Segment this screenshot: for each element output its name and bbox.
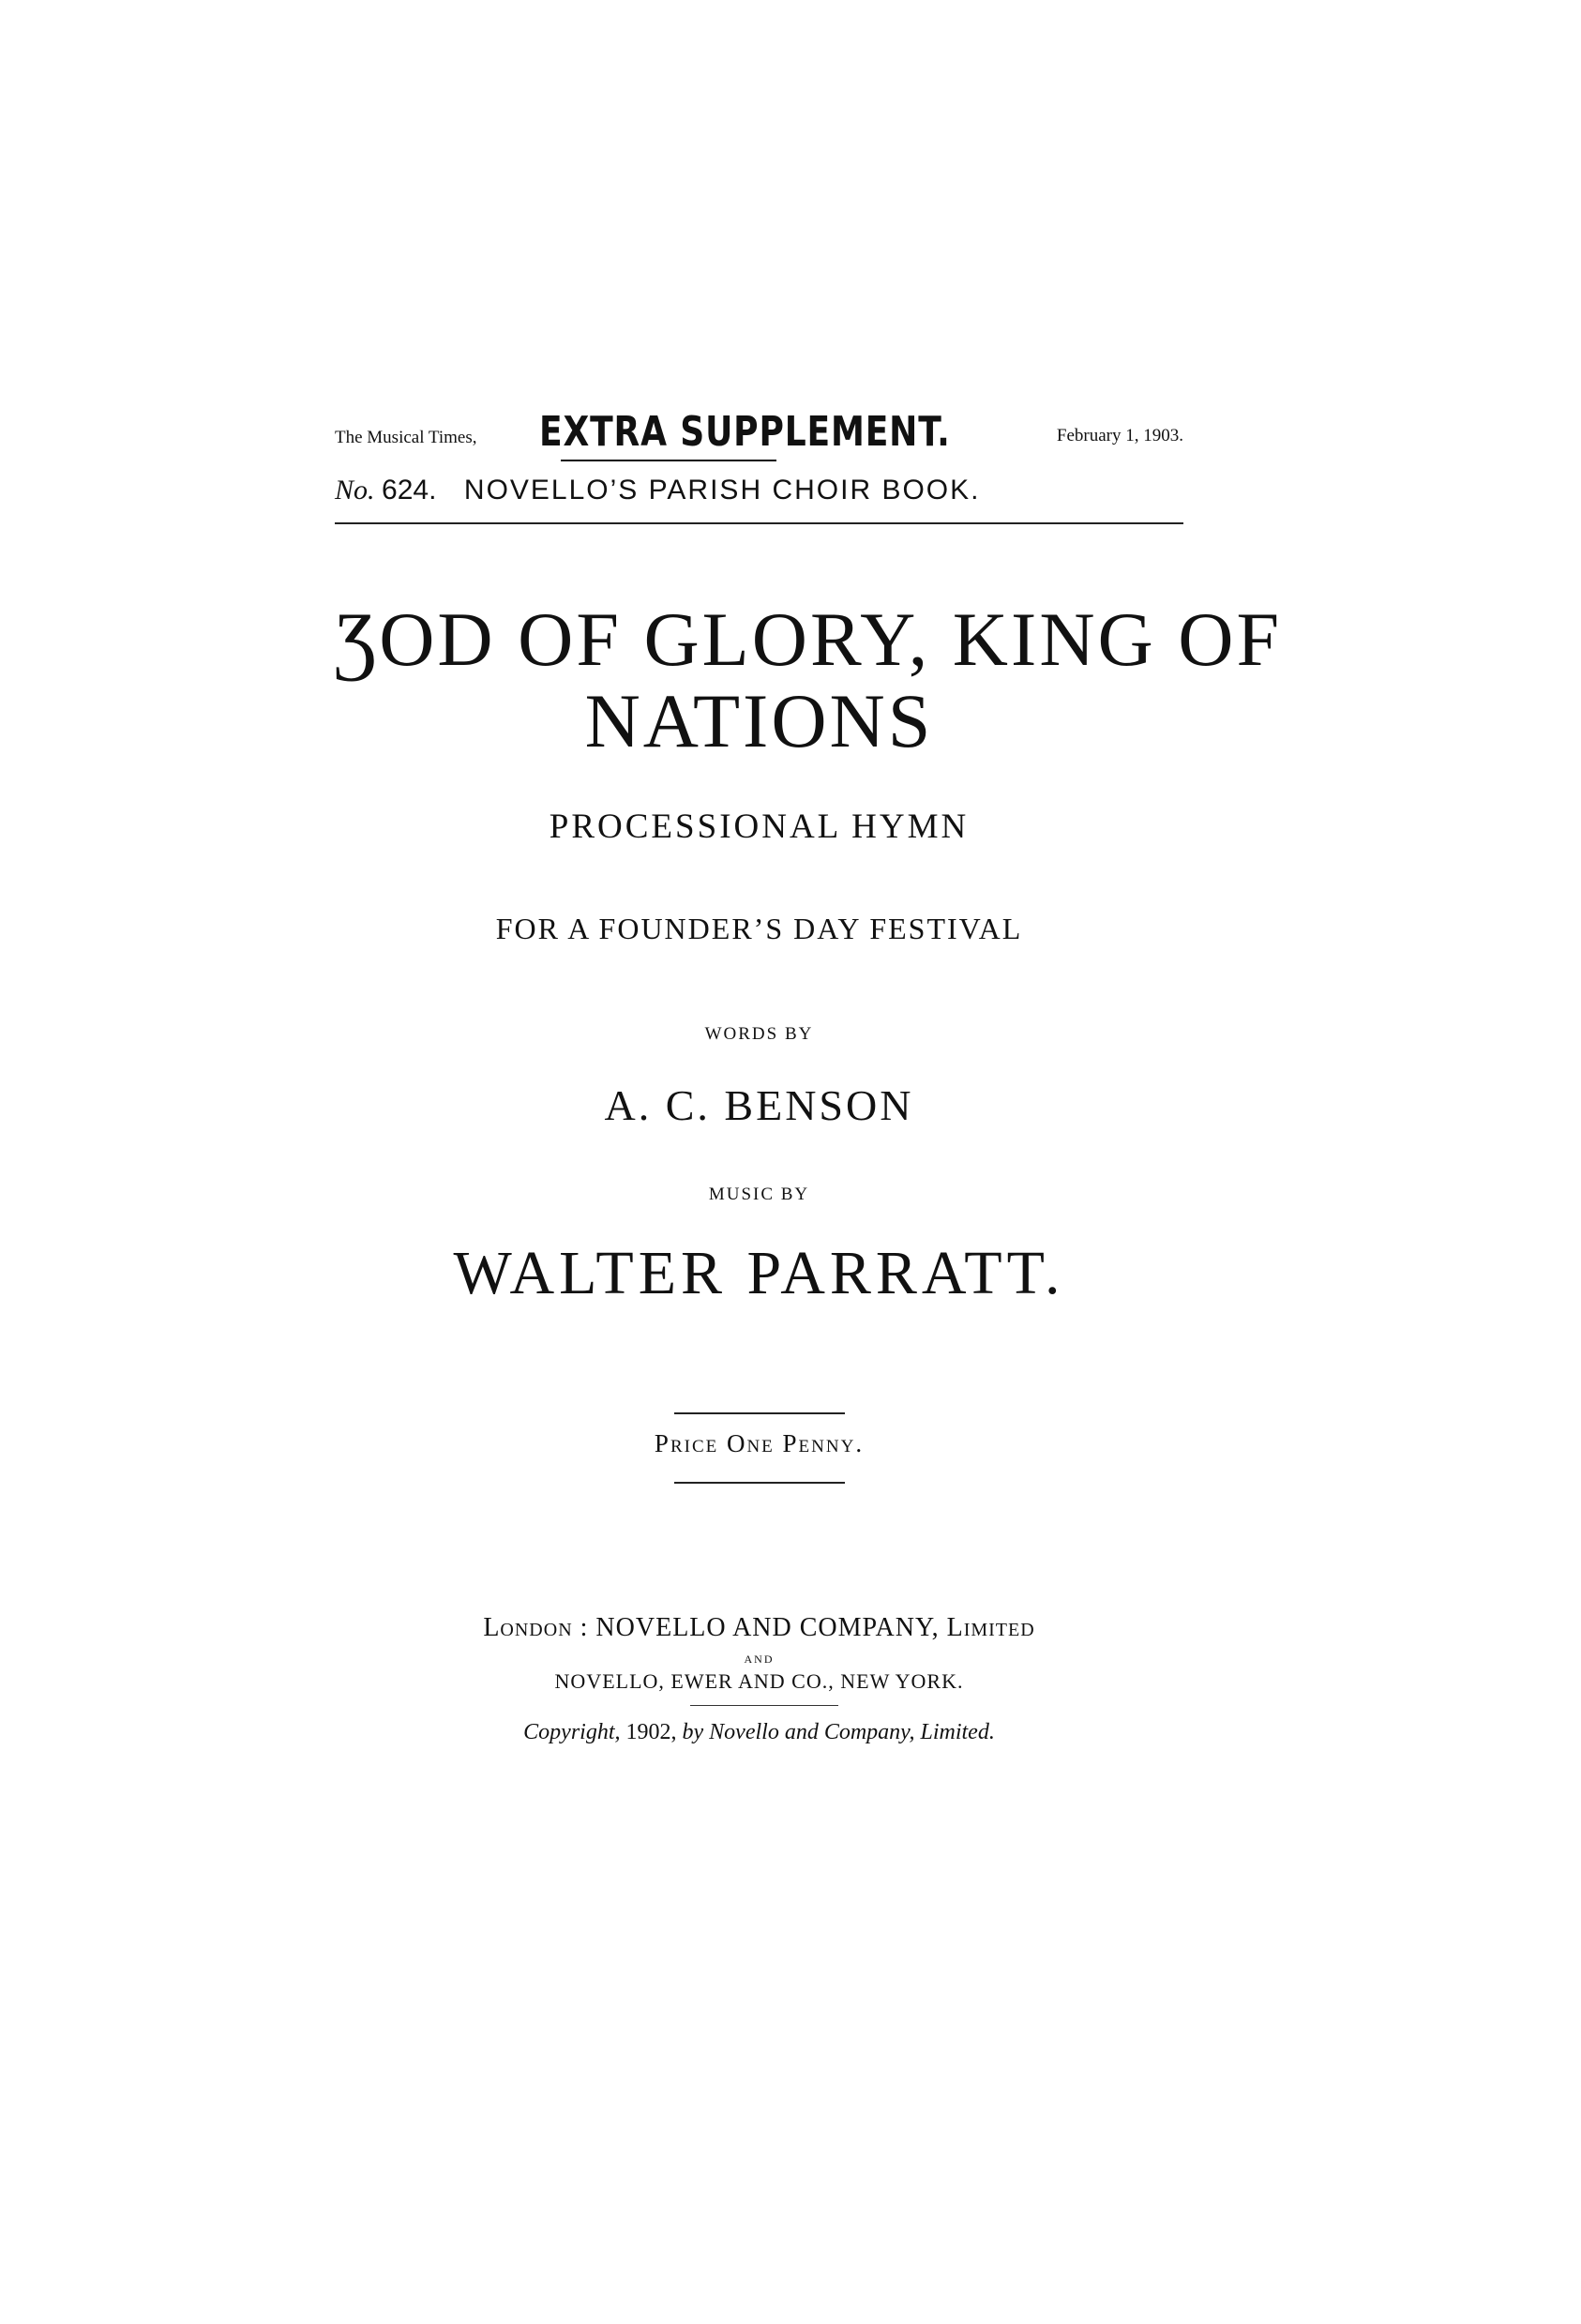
- copyright-prefix: Copyright,: [523, 1720, 621, 1744]
- hymn-subtitle: PROCESSIONAL HYMN: [549, 807, 970, 846]
- issue-date: February 1, 1903.: [1056, 426, 1183, 445]
- second-publisher: NOVELLO, EWER AND CO., NEW YORK.: [554, 1669, 964, 1693]
- composer-name: WALTER PARRATT.: [453, 1239, 1065, 1307]
- copyright-line: [335, 1720, 1183, 1745]
- price-rule-top: [674, 1412, 845, 1414]
- occasion-line: FOR A FOUNDER’S DAY FESTIVAL: [495, 912, 1023, 945]
- series-title: NOVELLO’S PARISH CHOIR BOOK.: [463, 475, 981, 506]
- heading-underline: [561, 460, 776, 461]
- publisher-city: London :: [483, 1613, 589, 1642]
- hymn-title-line-2: NATIONS: [584, 678, 934, 763]
- publisher-line: [335, 1613, 1183, 1643]
- publisher-name: NOVELLO AND COMPANY,: [595, 1613, 940, 1642]
- copyright-holder: by Novello and Company, Limited.: [682, 1720, 995, 1744]
- header-rule: [335, 522, 1183, 524]
- music-by-label: MUSIC BY: [708, 1185, 810, 1204]
- lyricist-name: A. C. BENSON: [604, 1081, 914, 1129]
- journal-name: The Musical Times,: [335, 428, 477, 447]
- price-rule-bottom: [674, 1482, 845, 1484]
- publisher-and: AND: [744, 1652, 775, 1666]
- copyright-year: 1902,: [625, 1720, 677, 1744]
- publisher-suffix: Limited: [946, 1613, 1035, 1642]
- number-label: No.: [335, 475, 375, 506]
- copyright-rule: [690, 1705, 838, 1706]
- masthead: [335, 403, 1183, 456]
- series-line: [335, 475, 1183, 512]
- series-number: 624.: [382, 475, 437, 506]
- hymn-title-line-1: ƷOD OF GLORY, KING OF: [335, 596, 1283, 682]
- supplement-heading: EXTRA SUPPLEMENT.: [539, 408, 951, 456]
- price-line: Price One Penny.: [654, 1429, 865, 1457]
- words-by-label: WORDS BY: [704, 1024, 814, 1044]
